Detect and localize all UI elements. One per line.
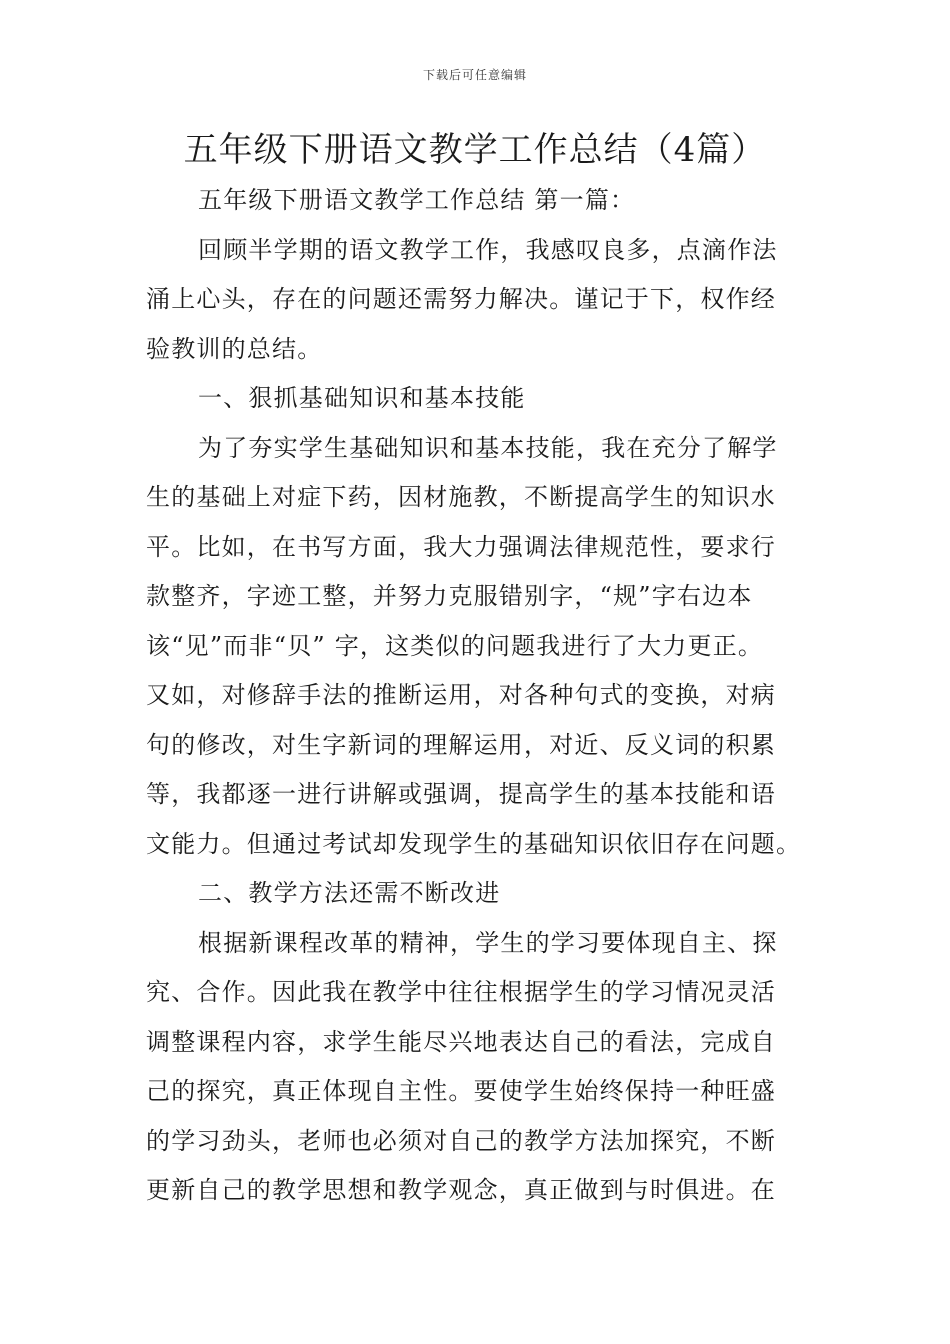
body-line: 该“见”而非“贝” 字，这类似的问题我进行了大力更正。	[146, 631, 764, 660]
body-line: 等，我都逐一进行讲解或强调，提高学生的基本技能和语	[146, 780, 776, 808]
body-line: 己的探究，真正体现自主性。要使学生始终保持一种旺盛	[146, 1077, 776, 1105]
body-line: 平。比如，在书写方面，我大力强调法律规范性，要求行	[146, 532, 776, 561]
body-line: 为了夯实学生基础知识和基本技能，我在充分了解学	[198, 433, 778, 462]
body-line: 调整课程内容，求学生能尽兴地表达自己的看法，完成自	[146, 1027, 776, 1056]
body-line: 款整齐，字迹工整，并努力克服错别字，“规”字右边本	[146, 582, 753, 610]
body-line: 涌上心头，存在的问题还需努力解决。谨记于下，权作经	[146, 285, 776, 313]
body-line: 验教训的总结。	[146, 334, 323, 363]
body-line: 的学习劲头，老师也必须对自己的教学方法加探究，不断	[146, 1126, 776, 1155]
body-line: 文能力。但通过考试却发现学生的基础知识依旧存在问题。	[146, 829, 802, 858]
header-note: 下载后可任意编辑	[422, 68, 527, 82]
body-line: 又如，对修辞手法的推断运用，对各种句式的变换，对病	[146, 681, 776, 709]
body-line: 回顾半学期的语文教学工作，我感叹良多，点滴作法	[198, 235, 778, 264]
body-line: 生的基础上对症下药，因材施教，不断提高学生的知识水	[146, 483, 776, 511]
body-line: 句的修改，对生字新词的理解运用，对近、反义词的积累	[146, 730, 776, 759]
document-title: 五年级下册语文教学工作总结（4篇）	[183, 130, 767, 170]
body-line: 根据新课程改革的精神，学生的学习要体现自主、探	[198, 928, 778, 957]
section-heading-2: 二、教学方法还需不断改进	[198, 879, 501, 907]
document-body	[146, 176, 816, 1216]
body-line: 究、合作。因此我在教学中往往根据学生的学习情况灵活	[146, 978, 776, 1006]
section-subtitle: 五年级下册语文教学工作总结 第一篇：	[198, 186, 636, 214]
section-heading-1: 一、狠抓基础知识和基本技能	[198, 384, 526, 412]
body-line: 更新自己的教学思想和教学观念，真正做到与时俱进。在	[146, 1176, 776, 1204]
